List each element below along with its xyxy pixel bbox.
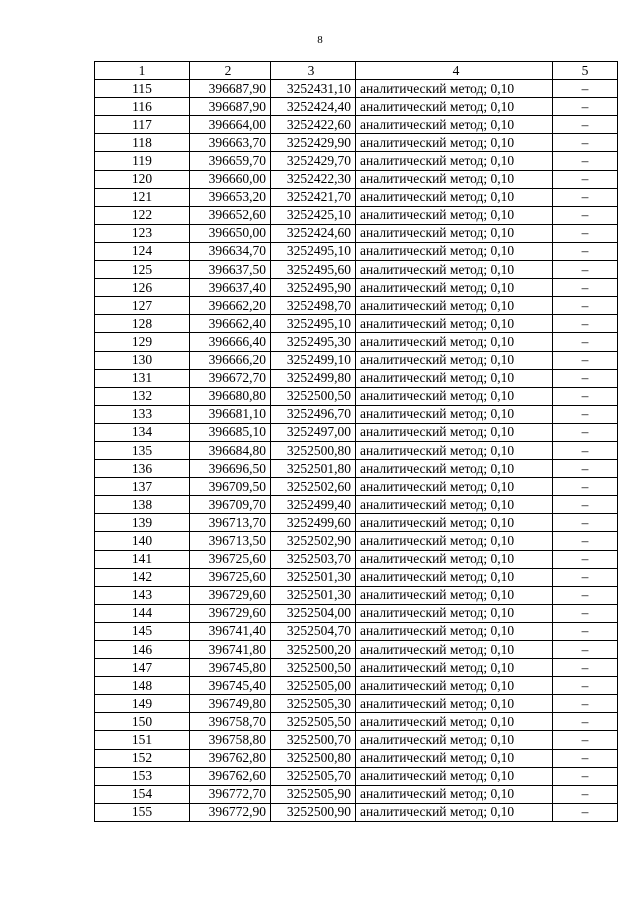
- x-coordinate-cell: 396772,70: [190, 785, 271, 803]
- page-number: 8: [317, 34, 323, 46]
- y-coordinate-cell: 3252499,10: [271, 351, 356, 369]
- table-row: [95, 460, 618, 478]
- point-number-cell: 126: [95, 279, 190, 297]
- point-number-cell: 133: [95, 405, 190, 423]
- x-coordinate-cell: 396696,50: [190, 460, 271, 478]
- method-accuracy-cell: аналитический метод; 0,10: [356, 785, 553, 803]
- method-accuracy-cell: аналитический метод; 0,10: [356, 369, 553, 387]
- table-row: [95, 423, 618, 441]
- note-cell: –: [553, 478, 618, 496]
- method-accuracy-cell: аналитический метод; 0,10: [356, 713, 553, 731]
- note-cell: –: [553, 532, 618, 550]
- note-cell: –: [553, 80, 618, 98]
- table-row: [95, 170, 618, 188]
- x-coordinate-cell: 396772,90: [190, 803, 271, 821]
- point-number-cell: 150: [95, 713, 190, 731]
- y-coordinate-cell: 3252500,70: [271, 731, 356, 749]
- method-accuracy-cell: аналитический метод; 0,10: [356, 532, 553, 550]
- point-number-cell: 117: [95, 116, 190, 134]
- table-row: [95, 116, 618, 134]
- x-coordinate-cell: 396758,70: [190, 713, 271, 731]
- table-row: [95, 152, 618, 170]
- y-coordinate-cell: 3252500,90: [271, 803, 356, 821]
- method-accuracy-cell: аналитический метод; 0,10: [356, 134, 553, 152]
- method-accuracy-cell: аналитический метод; 0,10: [356, 315, 553, 333]
- y-coordinate-cell: 3252505,00: [271, 677, 356, 695]
- table-row: [95, 785, 618, 803]
- x-coordinate-cell: 396687,90: [190, 98, 271, 116]
- point-number-cell: 115: [95, 80, 190, 98]
- y-coordinate-cell: 3252496,70: [271, 405, 356, 423]
- y-coordinate-cell: 3252502,90: [271, 532, 356, 550]
- method-accuracy-cell: аналитический метод; 0,10: [356, 749, 553, 767]
- note-cell: –: [553, 387, 618, 405]
- x-coordinate-cell: 396729,60: [190, 586, 271, 604]
- method-accuracy-cell: аналитический метод; 0,10: [356, 550, 553, 568]
- note-cell: –: [553, 659, 618, 677]
- y-coordinate-cell: 3252425,10: [271, 206, 356, 224]
- method-accuracy-cell: аналитический метод; 0,10: [356, 731, 553, 749]
- point-number-cell: 141: [95, 550, 190, 568]
- note-cell: –: [553, 695, 618, 713]
- point-number-cell: 144: [95, 604, 190, 622]
- point-number-cell: 142: [95, 568, 190, 586]
- table-row: [95, 297, 618, 315]
- method-accuracy-cell: аналитический метод; 0,10: [356, 641, 553, 659]
- note-cell: –: [553, 441, 618, 459]
- method-accuracy-cell: аналитический метод; 0,10: [356, 188, 553, 206]
- y-coordinate-cell: 3252424,40: [271, 98, 356, 116]
- column-header-5: 5: [553, 62, 618, 80]
- method-accuracy-cell: аналитический метод; 0,10: [356, 206, 553, 224]
- note-cell: –: [553, 315, 618, 333]
- x-coordinate-cell: 396637,50: [190, 261, 271, 279]
- note-cell: –: [553, 224, 618, 242]
- column-header-1: 1: [95, 62, 190, 80]
- method-accuracy-cell: аналитический метод; 0,10: [356, 677, 553, 695]
- y-coordinate-cell: 3252505,70: [271, 767, 356, 785]
- y-coordinate-cell: 3252495,90: [271, 279, 356, 297]
- method-accuracy-cell: аналитический метод; 0,10: [356, 387, 553, 405]
- y-coordinate-cell: 3252502,60: [271, 478, 356, 496]
- x-coordinate-cell: 396637,40: [190, 279, 271, 297]
- x-coordinate-cell: 396709,50: [190, 478, 271, 496]
- point-number-cell: 118: [95, 134, 190, 152]
- table-row: [95, 659, 618, 677]
- method-accuracy-cell: аналитический метод; 0,10: [356, 604, 553, 622]
- point-number-cell: 153: [95, 767, 190, 785]
- x-coordinate-cell: 396672,70: [190, 369, 271, 387]
- y-coordinate-cell: 3252499,60: [271, 514, 356, 532]
- note-cell: –: [553, 803, 618, 821]
- method-accuracy-cell: аналитический метод; 0,10: [356, 568, 553, 586]
- x-coordinate-cell: 396664,00: [190, 116, 271, 134]
- table-row: [95, 369, 618, 387]
- point-number-cell: 148: [95, 677, 190, 695]
- x-coordinate-cell: 396652,60: [190, 206, 271, 224]
- table-row: [95, 550, 618, 568]
- y-coordinate-cell: 3252422,60: [271, 116, 356, 134]
- method-accuracy-cell: аналитический метод; 0,10: [356, 514, 553, 532]
- y-coordinate-cell: 3252431,10: [271, 80, 356, 98]
- note-cell: –: [553, 767, 618, 785]
- point-number-cell: 128: [95, 315, 190, 333]
- table-row: [95, 441, 618, 459]
- note-cell: –: [553, 586, 618, 604]
- table-row: [95, 279, 618, 297]
- method-accuracy-cell: аналитический метод; 0,10: [356, 80, 553, 98]
- note-cell: –: [553, 116, 618, 134]
- point-number-cell: 139: [95, 514, 190, 532]
- method-accuracy-cell: аналитический метод; 0,10: [356, 351, 553, 369]
- table-row: [95, 695, 618, 713]
- table-body: [95, 80, 618, 822]
- y-coordinate-cell: 3252499,40: [271, 496, 356, 514]
- table-row: [95, 405, 618, 423]
- table-row: [95, 731, 618, 749]
- x-coordinate-cell: 396680,80: [190, 387, 271, 405]
- x-coordinate-cell: 396725,60: [190, 568, 271, 586]
- table-row: [95, 134, 618, 152]
- point-number-cell: 119: [95, 152, 190, 170]
- point-number-cell: 136: [95, 460, 190, 478]
- note-cell: –: [553, 677, 618, 695]
- x-coordinate-cell: 396741,80: [190, 641, 271, 659]
- column-header-3: 3: [271, 62, 356, 80]
- point-number-cell: 122: [95, 206, 190, 224]
- method-accuracy-cell: аналитический метод; 0,10: [356, 441, 553, 459]
- x-coordinate-cell: 396685,10: [190, 423, 271, 441]
- table-row: [95, 333, 618, 351]
- point-number-cell: 120: [95, 170, 190, 188]
- x-coordinate-cell: 396758,80: [190, 731, 271, 749]
- x-coordinate-cell: 396749,80: [190, 695, 271, 713]
- x-coordinate-cell: 396684,80: [190, 441, 271, 459]
- note-cell: –: [553, 369, 618, 387]
- table-row: [95, 242, 618, 260]
- point-number-cell: 129: [95, 333, 190, 351]
- table-row: [95, 677, 618, 695]
- method-accuracy-cell: аналитический метод; 0,10: [356, 659, 553, 677]
- method-accuracy-cell: аналитический метод; 0,10: [356, 98, 553, 116]
- method-accuracy-cell: аналитический метод; 0,10: [356, 622, 553, 640]
- table-row: [95, 478, 618, 496]
- x-coordinate-cell: 396762,80: [190, 749, 271, 767]
- y-coordinate-cell: 3252429,70: [271, 152, 356, 170]
- column-header-2: 2: [190, 62, 271, 80]
- method-accuracy-cell: аналитический метод; 0,10: [356, 405, 553, 423]
- table-row: [95, 387, 618, 405]
- table-row: [95, 261, 618, 279]
- table-row: [95, 351, 618, 369]
- point-number-cell: 138: [95, 496, 190, 514]
- table-row: [95, 532, 618, 550]
- method-accuracy-cell: аналитический метод; 0,10: [356, 152, 553, 170]
- point-number-cell: 127: [95, 297, 190, 315]
- note-cell: –: [553, 206, 618, 224]
- x-coordinate-cell: 396634,70: [190, 242, 271, 260]
- y-coordinate-cell: 3252505,50: [271, 713, 356, 731]
- point-number-cell: 145: [95, 622, 190, 640]
- table-row: [95, 80, 618, 98]
- point-number-cell: 132: [95, 387, 190, 405]
- note-cell: –: [553, 785, 618, 803]
- note-cell: –: [553, 731, 618, 749]
- method-accuracy-cell: аналитический метод; 0,10: [356, 496, 553, 514]
- point-number-cell: 147: [95, 659, 190, 677]
- table-row: [95, 803, 618, 821]
- note-cell: –: [553, 423, 618, 441]
- note-cell: –: [553, 152, 618, 170]
- note-cell: –: [553, 188, 618, 206]
- table-row: [95, 622, 618, 640]
- note-cell: –: [553, 550, 618, 568]
- point-number-cell: 154: [95, 785, 190, 803]
- method-accuracy-cell: аналитический метод; 0,10: [356, 224, 553, 242]
- x-coordinate-cell: 396745,40: [190, 677, 271, 695]
- method-accuracy-cell: аналитический метод; 0,10: [356, 279, 553, 297]
- y-coordinate-cell: 3252424,60: [271, 224, 356, 242]
- note-cell: –: [553, 333, 618, 351]
- method-accuracy-cell: аналитический метод; 0,10: [356, 242, 553, 260]
- table-row: [95, 767, 618, 785]
- point-number-cell: 131: [95, 369, 190, 387]
- method-accuracy-cell: аналитический метод; 0,10: [356, 261, 553, 279]
- note-cell: –: [553, 460, 618, 478]
- table-row: [95, 224, 618, 242]
- table-row: [95, 568, 618, 586]
- method-accuracy-cell: аналитический метод; 0,10: [356, 586, 553, 604]
- table-row: [95, 188, 618, 206]
- y-coordinate-cell: 3252495,10: [271, 242, 356, 260]
- y-coordinate-cell: 3252495,10: [271, 315, 356, 333]
- note-cell: –: [553, 351, 618, 369]
- note-cell: –: [553, 170, 618, 188]
- table-row: [95, 604, 618, 622]
- table-row: [95, 206, 618, 224]
- note-cell: –: [553, 568, 618, 586]
- x-coordinate-cell: 396713,70: [190, 514, 271, 532]
- point-number-cell: 116: [95, 98, 190, 116]
- x-coordinate-cell: 396666,40: [190, 333, 271, 351]
- note-cell: –: [553, 749, 618, 767]
- method-accuracy-cell: аналитический метод; 0,10: [356, 695, 553, 713]
- x-coordinate-cell: 396660,00: [190, 170, 271, 188]
- point-number-cell: 125: [95, 261, 190, 279]
- x-coordinate-cell: 396741,40: [190, 622, 271, 640]
- y-coordinate-cell: 3252499,80: [271, 369, 356, 387]
- note-cell: –: [553, 405, 618, 423]
- y-coordinate-cell: 3252500,50: [271, 387, 356, 405]
- y-coordinate-cell: 3252500,20: [271, 641, 356, 659]
- y-coordinate-cell: 3252500,50: [271, 659, 356, 677]
- y-coordinate-cell: 3252504,00: [271, 604, 356, 622]
- x-coordinate-cell: 396713,50: [190, 532, 271, 550]
- x-coordinate-cell: 396650,00: [190, 224, 271, 242]
- point-number-cell: 123: [95, 224, 190, 242]
- x-coordinate-cell: 396659,70: [190, 152, 271, 170]
- method-accuracy-cell: аналитический метод; 0,10: [356, 478, 553, 496]
- x-coordinate-cell: 396725,60: [190, 550, 271, 568]
- coordinates-table: [94, 61, 618, 822]
- x-coordinate-cell: 396666,20: [190, 351, 271, 369]
- x-coordinate-cell: 396663,70: [190, 134, 271, 152]
- note-cell: –: [553, 134, 618, 152]
- x-coordinate-cell: 396662,40: [190, 315, 271, 333]
- note-cell: –: [553, 641, 618, 659]
- note-cell: –: [553, 622, 618, 640]
- point-number-cell: 149: [95, 695, 190, 713]
- point-number-cell: 152: [95, 749, 190, 767]
- y-coordinate-cell: 3252505,90: [271, 785, 356, 803]
- note-cell: –: [553, 496, 618, 514]
- y-coordinate-cell: 3252495,60: [271, 261, 356, 279]
- point-number-cell: 134: [95, 423, 190, 441]
- x-coordinate-cell: 396745,80: [190, 659, 271, 677]
- y-coordinate-cell: 3252498,70: [271, 297, 356, 315]
- y-coordinate-cell: 3252503,70: [271, 550, 356, 568]
- note-cell: –: [553, 297, 618, 315]
- method-accuracy-cell: аналитический метод; 0,10: [356, 767, 553, 785]
- method-accuracy-cell: аналитический метод; 0,10: [356, 460, 553, 478]
- table-row: [95, 713, 618, 731]
- note-cell: –: [553, 713, 618, 731]
- point-number-cell: 155: [95, 803, 190, 821]
- y-coordinate-cell: 3252500,80: [271, 749, 356, 767]
- point-number-cell: 135: [95, 441, 190, 459]
- y-coordinate-cell: 3252504,70: [271, 622, 356, 640]
- note-cell: –: [553, 98, 618, 116]
- note-cell: –: [553, 604, 618, 622]
- point-number-cell: 130: [95, 351, 190, 369]
- note-cell: –: [553, 279, 618, 297]
- table-row: [95, 586, 618, 604]
- note-cell: –: [553, 514, 618, 532]
- method-accuracy-cell: аналитический метод; 0,10: [356, 297, 553, 315]
- y-coordinate-cell: 3252505,30: [271, 695, 356, 713]
- x-coordinate-cell: 396729,60: [190, 604, 271, 622]
- method-accuracy-cell: аналитический метод; 0,10: [356, 170, 553, 188]
- x-coordinate-cell: 396653,20: [190, 188, 271, 206]
- y-coordinate-cell: 3252429,90: [271, 134, 356, 152]
- method-accuracy-cell: аналитический метод; 0,10: [356, 333, 553, 351]
- table-header-row: [95, 62, 618, 80]
- y-coordinate-cell: 3252497,00: [271, 423, 356, 441]
- y-coordinate-cell: 3252421,70: [271, 188, 356, 206]
- table-row: [95, 98, 618, 116]
- method-accuracy-cell: аналитический метод; 0,10: [356, 116, 553, 134]
- x-coordinate-cell: 396709,70: [190, 496, 271, 514]
- x-coordinate-cell: 396662,20: [190, 297, 271, 315]
- point-number-cell: 151: [95, 731, 190, 749]
- y-coordinate-cell: 3252422,30: [271, 170, 356, 188]
- method-accuracy-cell: аналитический метод; 0,10: [356, 423, 553, 441]
- point-number-cell: 124: [95, 242, 190, 260]
- y-coordinate-cell: 3252501,80: [271, 460, 356, 478]
- table-row: [95, 315, 618, 333]
- y-coordinate-cell: 3252501,30: [271, 586, 356, 604]
- point-number-cell: 146: [95, 641, 190, 659]
- x-coordinate-cell: 396687,90: [190, 80, 271, 98]
- point-number-cell: 143: [95, 586, 190, 604]
- column-header-4: 4: [356, 62, 553, 80]
- table-row: [95, 514, 618, 532]
- y-coordinate-cell: 3252495,30: [271, 333, 356, 351]
- y-coordinate-cell: 3252500,80: [271, 441, 356, 459]
- x-coordinate-cell: 396681,10: [190, 405, 271, 423]
- method-accuracy-cell: аналитический метод; 0,10: [356, 803, 553, 821]
- point-number-cell: 121: [95, 188, 190, 206]
- point-number-cell: 137: [95, 478, 190, 496]
- note-cell: –: [553, 261, 618, 279]
- note-cell: –: [553, 242, 618, 260]
- point-number-cell: 140: [95, 532, 190, 550]
- table-row: [95, 496, 618, 514]
- table-row: [95, 749, 618, 767]
- x-coordinate-cell: 396762,60: [190, 767, 271, 785]
- y-coordinate-cell: 3252501,30: [271, 568, 356, 586]
- table-row: [95, 641, 618, 659]
